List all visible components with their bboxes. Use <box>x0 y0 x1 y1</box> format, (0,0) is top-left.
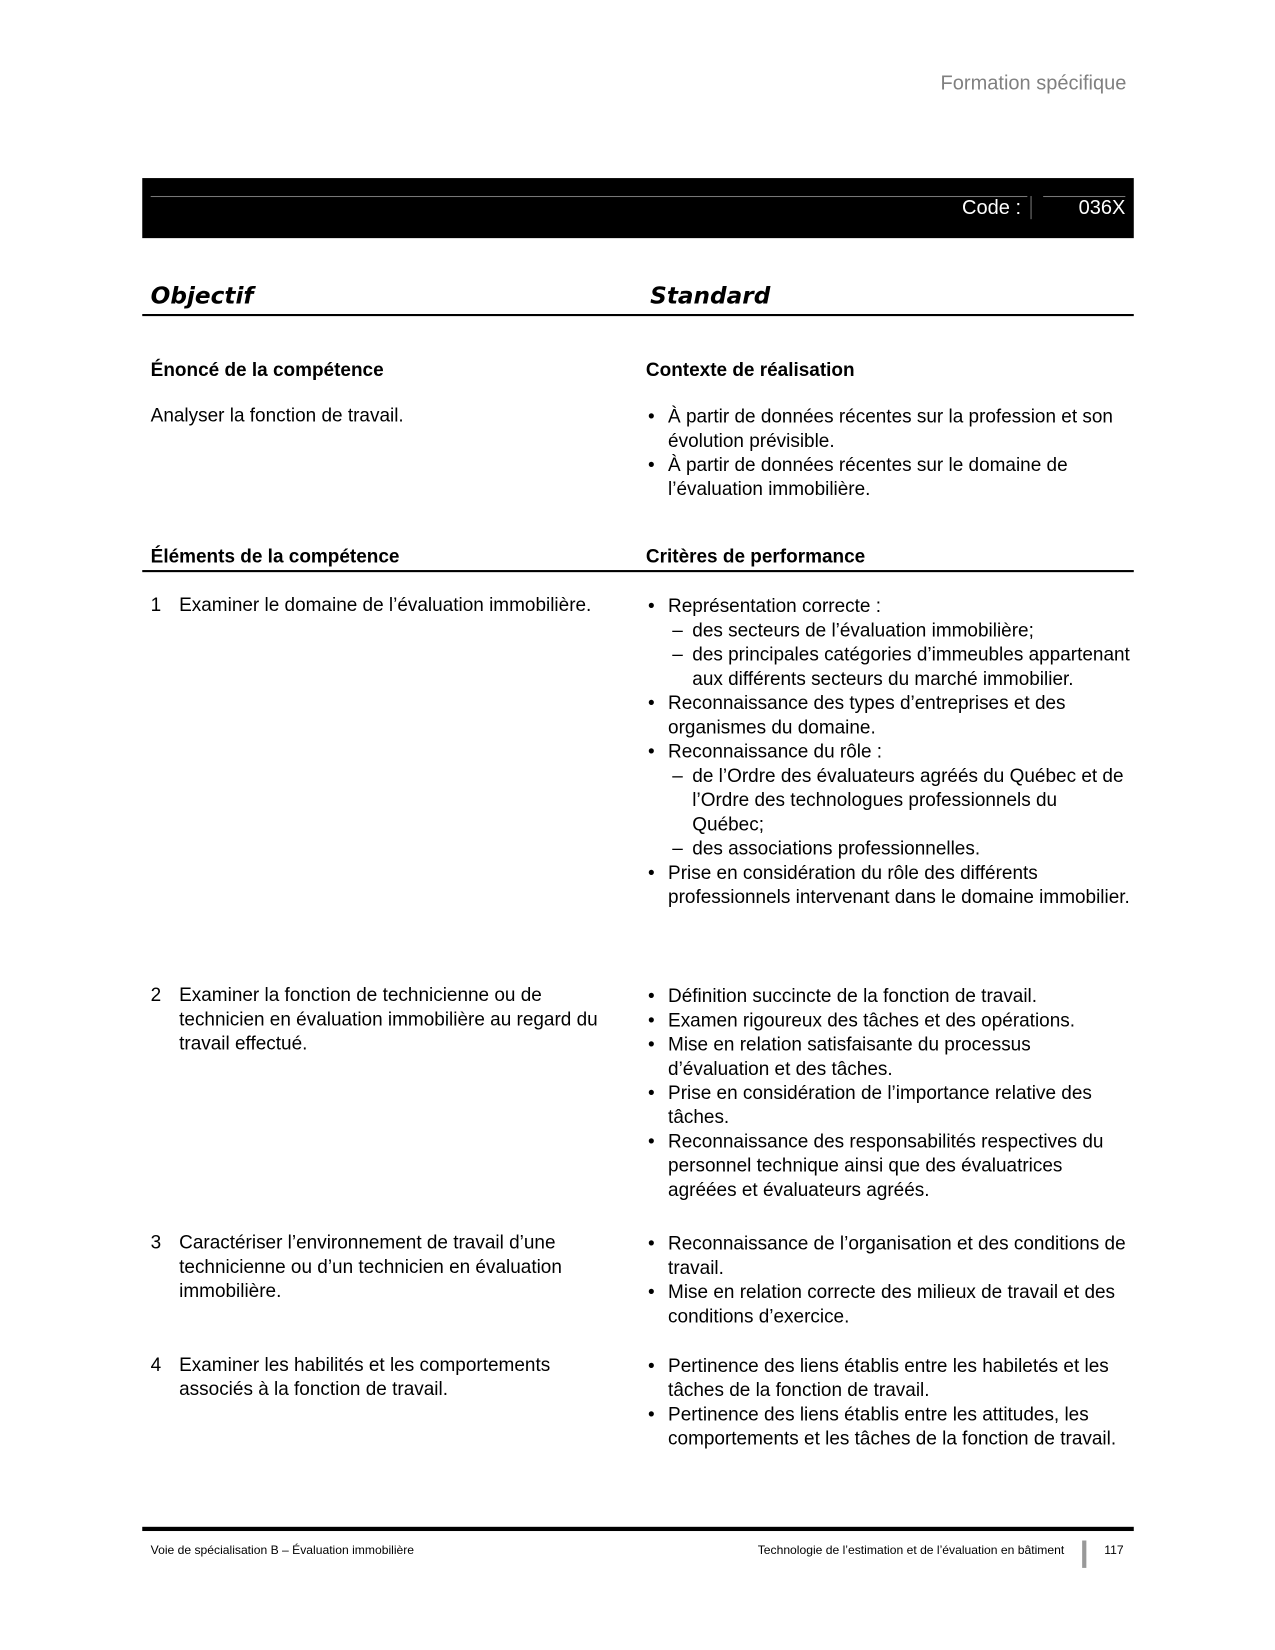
element-text: Examiner les habilités et les comportements associés à la fonction de travail. <box>179 1354 551 1400</box>
criterion: • Examen rigoureux des tâches et des opérations. <box>646 1008 1131 1032</box>
code-label: Code : <box>962 197 1022 220</box>
code-bar <box>142 178 1134 238</box>
criterion: • Pertinence des liens établis entre les habiletés et les tâches de la fonction de travail. <box>646 1354 1131 1402</box>
divider <box>1031 196 1032 219</box>
element-number: 2 <box>150 984 162 1006</box>
criteria-list <box>646 984 1131 1202</box>
criterion: • Reconnaissance du rôle : <box>646 740 1131 764</box>
element-text: Caractériser l’environnement de travail d’une technicienne ou d’un technicien en évaluation immobilière. <box>179 1231 562 1302</box>
element-number: 4 <box>150 1354 162 1376</box>
element-item <box>151 1231 622 1304</box>
element-item <box>151 983 622 1056</box>
element-number: 3 <box>150 1231 162 1253</box>
criterion: • Prise en considération de l’importance relative des tâches. <box>646 1081 1131 1129</box>
sub-criterion: – des secteurs de l’évaluation immobilière; <box>646 619 1131 643</box>
criterion: • Pertinence des liens établis entre les attitudes, les comportements et les tâches de la fonction de travail. <box>646 1402 1131 1450</box>
criterion: • Mise en relation satisfaisante du processus d’évaluation et des tâches. <box>646 1033 1131 1081</box>
sub-criterion: – des principales catégories d’immeubles appartenant aux différents secteurs du marché immobilier. <box>646 643 1131 691</box>
list-item: • À partir de données récentes sur le domaine de l’évaluation immobilière. <box>646 453 1131 501</box>
column-title-objectif: Objectif <box>150 283 254 310</box>
sub-criterion: – des associations professionnelles. <box>646 837 1131 861</box>
section-header: Formation spécifique <box>940 72 1127 95</box>
sub-criterion: – de l’Ordre des évaluateurs agréés du Québec et de l’Ordre des technologues professionnels du Québec; <box>646 764 1131 837</box>
element-number: 1 <box>150 594 162 616</box>
criteria-list <box>646 1232 1131 1329</box>
element-text: Examiner la fonction de technicienne ou de technicien en évaluation immobilière au regard du travail effectué. <box>179 984 598 1054</box>
element-text: Examiner le domaine de l’évaluation immobilière. <box>179 594 592 616</box>
criterion: • Définition succincte de la fonction de travail. <box>646 984 1131 1008</box>
element-item <box>151 1353 622 1401</box>
criterion: • Reconnaissance de l’organisation et des conditions de travail. <box>646 1232 1131 1280</box>
code-value: 036X <box>1078 197 1126 220</box>
footer-right: Technologie de l’estimation et de l’évaluation en bâtiment <box>757 1544 1065 1558</box>
criteria-list <box>646 594 1131 909</box>
divider <box>151 196 1028 197</box>
criteria-list <box>646 1354 1131 1451</box>
criterion: • Mise en relation correcte des milieux de travail et des conditions d’exercice. <box>646 1280 1131 1328</box>
criterion: • Représentation correcte : <box>646 594 1131 618</box>
footer-left: Voie de spécialisation B – Évaluation immobilière <box>150 1544 415 1558</box>
criterion: • Reconnaissance des responsabilités respectives du personnel technique ainsi que des évaluatrices agréées et évaluateurs agréés. <box>646 1130 1131 1203</box>
element-item <box>151 593 622 617</box>
criterion: • Prise en considération du rôle des différents professionnels intervenant dans le domaine immobilier. <box>646 861 1131 909</box>
list-item: • À partir de données récentes sur la profession et son évolution prévisible. <box>646 405 1131 453</box>
footer-separator <box>1082 1541 1086 1568</box>
enonce-text: Analyser la fonction de travail. <box>150 404 404 426</box>
contexte-list <box>646 405 1131 502</box>
elements-heading: Éléments de la compétence <box>150 545 400 567</box>
criterion: • Reconnaissance des types d’entreprises et des organismes du domaine. <box>646 691 1131 739</box>
footer-rule <box>142 1527 1134 1531</box>
page-number: 117 <box>1104 1544 1124 1558</box>
contexte-heading: Contexte de réalisation <box>645 359 855 381</box>
enonce-heading: Énoncé de la compétence <box>150 359 384 381</box>
divider <box>142 570 1134 572</box>
divider <box>142 314 1134 316</box>
criteres-heading: Critères de performance <box>645 545 866 567</box>
column-title-standard: Standard <box>650 283 771 310</box>
